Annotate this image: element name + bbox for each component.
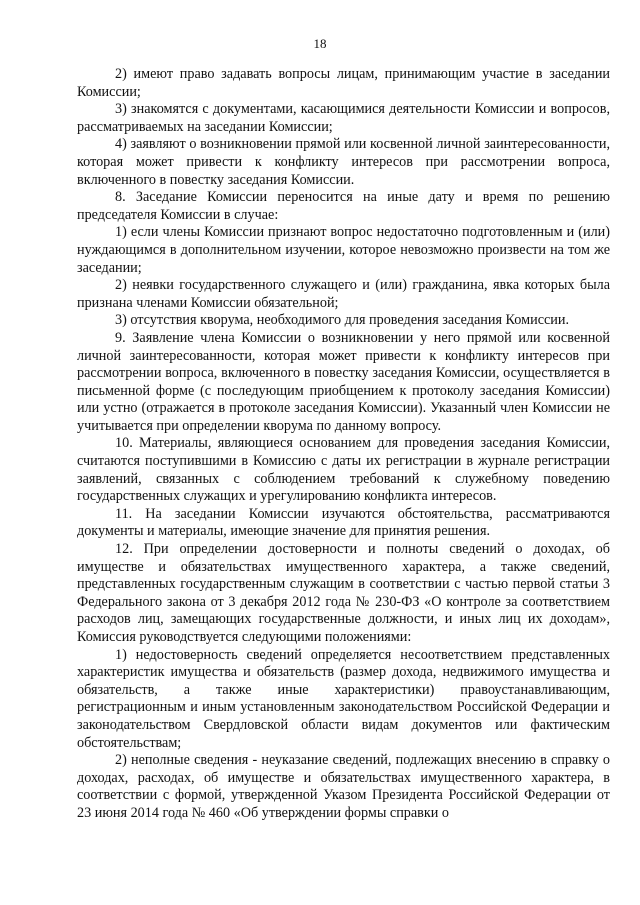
- paragraph-8-postponement: 8. Заседание Комиссии переносится на иные дату и время по решению председателя Комиссии в случае:: [77, 189, 610, 223]
- paragraph-12-2-incomplete: 2) неполные сведения - неуказание сведений, подлежащих внесению в справку о доходах, расходах, об имуществе и обязательствах имущественного характера, в соответствии с формой, утвержденной Указом Президента Российской Федерации от 23 июня 2014 года № 460 «Об утверждении формы справки о: [77, 752, 610, 821]
- paragraph-8-2-absence: 2) неявки государственного служащего и (или) гражданина, явка которых была признана членами Комиссии обязательной;: [77, 277, 610, 311]
- paragraph-11-meeting-study: 11. На заседании Комиссии изучаются обстоятельства, рассматриваются документы и материалы, имеющие значение для принятия решения.: [77, 505, 610, 540]
- paragraph-12-reliability: 12. При определении достоверности и полноты сведений о доходах, об имуществе и обязательствах имущественного характера, а также сведений, представленных государственным служащим в соответствии с частью первой статьи 3 Федерального закона от 3 декабря 2012 года № 230-ФЗ «О контроле за соответствием расходов лиц, замещающих государственные должности, и иных лиц их доходам», Комиссия руководствуется следующими положениями:: [77, 541, 610, 645]
- page-number: 18: [313, 36, 327, 51]
- paragraph-8-3-no-quorum: 3) отсутствия кворума, необходимого для проведения заседания Комиссии.: [115, 312, 570, 329]
- paragraph-9-member-statement: 9. Заявление члена Комиссии о возникновении у него прямой или косвенной личной заинтересованности, которая может привести к конфликту интересов при рассмотрении вопроса, включенного в повестку заседания Комиссии, осуществляется в письменной форме (с последующим приобщением к протоколу заседания Комиссии) или устно (отражается в протоколе заседания Комиссии). Указанный член Комиссии не учитывается при определении кворума по данному вопросу.: [77, 329, 610, 434]
- paragraph-10-materials: 10. Материалы, являющиеся основанием для проведения заседания Комиссии, считаются поступившими в Комиссию с даты их регистрации в журнале регистрации заявлений, связанных с соблюдением требований к служебному поведению государственных служащих и урегулированию конфликта интересов.: [77, 435, 610, 505]
- paragraph-12-1-unreliability: 1) недостоверность сведений определяется несоответствием представленных характеристик имущества и обязательств (размер дохода, недвижимого имущества и обязательств, а также иные характеристики) правоустанавливающим, регистрационным и иным установленным законодательством Российской Федерации и законодательством Свердловской области видам документов или фактическим обстоятельствам;: [77, 646, 610, 751]
- paragraph-3-documents: 3) знакомятся с документами, касающимися деятельности Комиссии и вопросов, рассматриваемых на заседании Комиссии;: [77, 101, 610, 135]
- paragraph-2-question-rights: 2) имеют право задавать вопросы лицам, принимающим участие в заседании Комиссии;: [77, 66, 610, 100]
- paragraph-4-interest-declaration: 4) заявляют о возникновении прямой или косвенной личной заинтересованности, которая может привести к конфликту интересов при рассмотрении вопроса, включенного в повестку заседания Комиссии.: [77, 136, 610, 188]
- document-body: [77, 66, 610, 823]
- paragraph-8-1-not-prepared: 1) если члены Комиссии признают вопрос недостаточно подготовленным и (или) нуждающимся в дополнительном изучении, которое невозможно произвести на том же заседании;: [77, 224, 610, 276]
